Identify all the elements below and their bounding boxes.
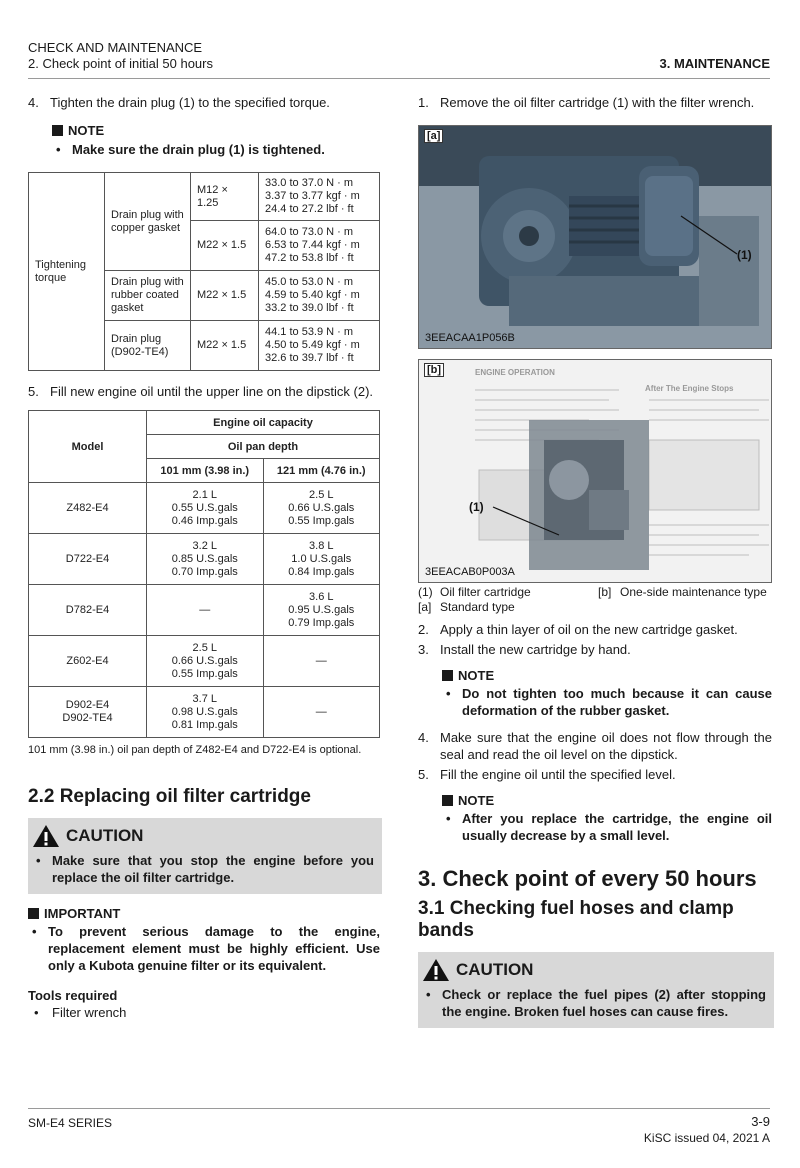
note-bullet: • Make sure the drain plug (1) is tightened. [56,142,325,157]
oil-capacity-table [28,410,380,738]
caution-box [28,818,382,894]
photo-standard-type [418,125,772,349]
capacity-header: Engine oil capacity [147,411,380,435]
note-square-icon [442,795,453,806]
note-drain-plug [28,123,380,158]
note-tighten [418,668,772,719]
photo-callout: (1) [737,248,752,262]
torque-values: 64.0 to 73.0 N · m 6.53 to 7.44 kgf · m 47.2 to 53.8 lbf · ft [259,221,380,271]
torque-values: 33.0 to 37.0 N · m 3.37 to 3.77 kgf · m 24.4 to 27.2 lbf · ft [259,173,380,221]
caution-bullet: • Check or replace the fuel pipes (2) after stopping the engine. Broken fuel hoses can cause fires. [426,987,766,1019]
photo-one-side-type [418,359,772,583]
header-divider [28,78,770,79]
torque-size: M22 × 1.5 [191,321,259,371]
warning-triangle-icon [32,824,60,848]
footer-series: SM-E4 SERIES [28,1116,113,1130]
engine-photo-illustration [419,126,772,349]
legend-row: [a] Standard type [418,600,515,614]
left-column [28,94,380,1020]
header-subsection: 2. Check point of initial 50 hours [28,56,213,71]
model-header: Model [29,411,147,483]
step-4-check-seal: 4. Make sure that the engine oil does not flow through the seal and read the oil level on the dipstick. [418,730,772,762]
step-5-fill-level: 5. Fill the engine oil until the specified level. [418,767,676,782]
figure-legend [418,585,772,615]
photo-callout: (1) [469,500,484,514]
torque-values: 45.0 to 53.0 N · m 4.59 to 5.40 kgf · m 33.2 to 39.0 lbf · ft [259,271,380,321]
important-square-icon [28,908,39,919]
manual-subheading: After The Engine Stops [645,384,734,393]
tools-title: Tools required [28,988,118,1003]
footer-page-number: 3-9 [751,1114,770,1129]
torque-size: M12 × 1.25 [191,173,259,221]
warning-triangle-icon [422,958,450,982]
footer-issue: KiSC issued 04, 2021 A [643,1131,770,1145]
table-row: D902-E4 D902-TE4 3.7 L 0.98 U.S.gals 0.81 Imp.gals — [29,687,380,738]
torque-size: M22 × 1.5 [191,221,259,271]
manual-heading: ENGINE OPERATION [475,368,555,377]
step-1-remove-filter: 1. Remove the oil filter cartridge (1) with the filter wrench. [418,95,755,110]
table-row: Z602-E4 2.5 L 0.66 U.S.gals 0.55 Imp.gals — [29,636,380,687]
torque-label: Tightening torque [29,173,105,371]
depth-header: Oil pan depth [147,435,380,459]
note-square-icon [52,125,63,136]
photo-code: 3EEACAB0P003A [425,566,515,578]
depth-col-121: 121 mm (4.76 in.) [263,459,380,483]
manual-page-illustration [419,360,772,583]
table-footnote: 101 mm (3.98 in.) oil pan depth of Z482-E4 and D722-E4 is optional. [28,744,362,756]
important-notice [28,906,380,974]
photo-label-b: [b] [424,363,444,377]
note-title: NOTE [442,668,772,683]
torque-size: M22 × 1.5 [191,271,259,321]
important-title: IMPORTANT [28,906,380,921]
torque-values: 44.1 to 53.9 N · m 4.50 to 5.49 kgf · m 32.6 to 39.7 lbf · ft [259,321,380,371]
important-bullet: • To prevent serious damage to the engine, replacement element must be highly efficient. Use only a Kubota genuine filter or its equivalent. [32,924,380,973]
table-row: D782-E4 — 3.6 L 0.95 U.S.gals 0.79 Imp.gals [29,585,380,636]
note-bullet: • After you replace the cartridge, the engine oil usually decrease by a small level. [446,811,772,843]
right-column [418,94,772,1028]
torque-type-copper: Drain plug with copper gasket [105,173,191,271]
section-title-oil-filter: 2.2 Replacing oil filter cartridge [28,786,311,807]
photo-label-a: [a] [424,129,443,143]
note-title: NOTE [52,123,380,138]
section-title-fuel-hoses: 3.1 Checking fuel hoses and clamp bands [418,898,734,941]
note-oil-decrease [418,793,772,844]
torque-type-rubber: Drain plug with rubber coated gasket [105,271,191,321]
torque-table [28,172,380,371]
step-3-install: 3. Install the new cartridge by hand. [418,642,631,657]
table-row: D722-E4 3.2 L 0.85 U.S.gals 0.70 Imp.gals 3.8 L 1.0 U.S.gals 0.84 Imp.gals [29,534,380,585]
tools-item: • Filter wrench [34,1005,127,1020]
table-row: Z482-E4 2.1 L 0.55 U.S.gals 0.46 Imp.gals 2.5 L 0.66 U.S.gals 0.55 Imp.gals [29,483,380,534]
note-bullet: • Do not tighten too much because it can cause deformation of the rubber gasket. [446,686,772,718]
torque-type-te4: Drain plug (D902-TE4) [105,321,191,371]
step-4-tighten: 4. Tighten the drain plug (1) to the specified torque. [28,95,330,110]
depth-col-101: 101 mm (3.98 in.) [147,459,264,483]
caution-title: CAUTION [422,958,766,982]
header-left [28,40,213,72]
caution-title: CAUTION [32,824,374,848]
caution-bullet: • Make sure that you stop the engine before you replace the oil filter cartridge. [36,853,374,885]
header-chapter: 3. MAINTENANCE [659,56,770,71]
step-2-apply-oil: 2. Apply a thin layer of oil on the new cartridge gasket. [418,622,738,637]
footer-divider [28,1108,770,1109]
legend-row: (1) Oil filter cartridge [b] One-side maintenance type [418,585,767,599]
photo-code: 3EEACAA1P056B [425,332,515,344]
caution-box [418,952,774,1028]
note-title: NOTE [442,793,772,808]
note-square-icon [442,670,453,681]
step-5-fill-oil: 5. Fill new engine oil until the upper line on the dipstick (2). [28,384,374,399]
header-section: CHECK AND MAINTENANCE [28,40,203,55]
section-title-50-hours: 3. Check point of every 50 hours [418,866,757,891]
